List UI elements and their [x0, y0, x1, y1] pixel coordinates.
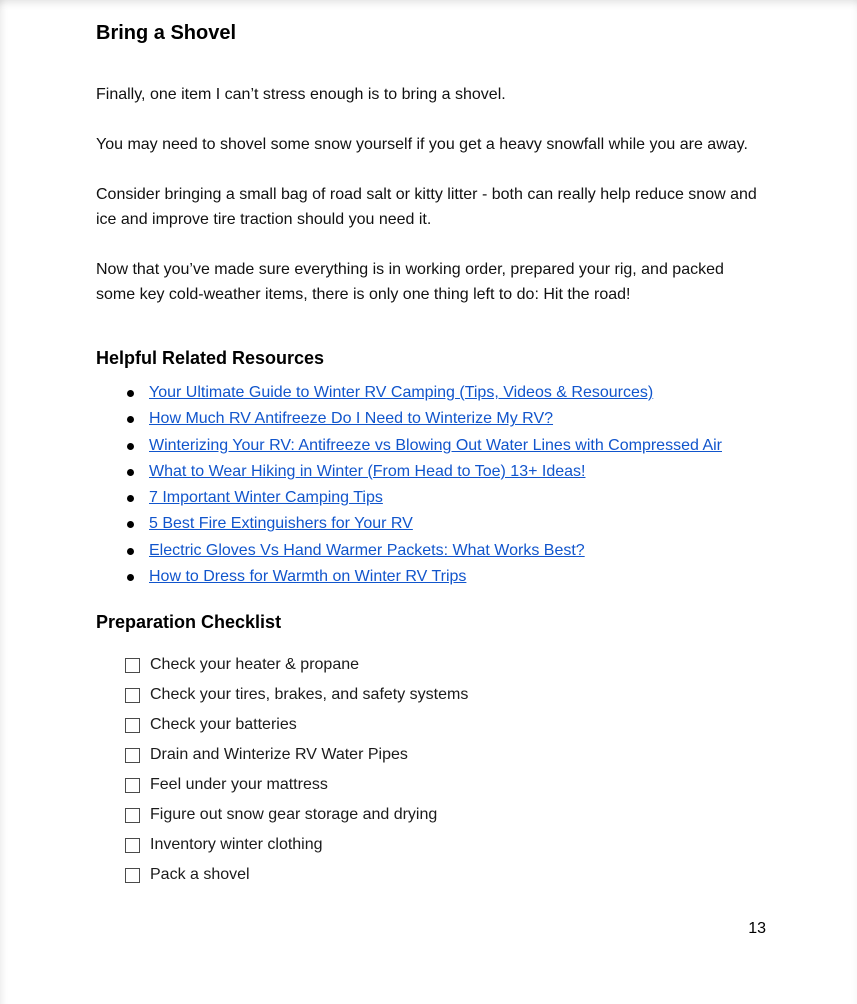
resource-link[interactable]: Winterizing Your RV: Antifreeze vs Blowing Out Water Lines with Compressed Air [149, 436, 722, 454]
checkbox-icon[interactable] [125, 748, 140, 763]
list-item [149, 511, 766, 537]
resources-link-list [96, 380, 766, 590]
checklist-item [125, 830, 766, 860]
checkbox-icon[interactable] [125, 778, 140, 793]
list-item [149, 433, 766, 459]
preparation-checklist [96, 650, 766, 890]
page-title: Bring a Shovel [96, 22, 237, 44]
checkbox-icon[interactable] [125, 658, 140, 673]
checkbox-icon[interactable] [125, 808, 140, 823]
resource-link[interactable]: 7 Important Winter Camping Tips [149, 489, 383, 507]
list-item [149, 564, 766, 590]
checklist-item-label: Figure out snow gear storage and drying [150, 806, 438, 824]
resource-link[interactable]: How Much RV Antifreeze Do I Need to Winterize My RV? [149, 410, 554, 428]
checklist-item-label: Feel under your mattress [150, 776, 328, 794]
checklist-item-label: Check your heater & propane [150, 656, 360, 674]
checklist-item [125, 860, 766, 890]
list-item [149, 459, 766, 485]
checklist-item-label: Pack a shovel [150, 866, 250, 884]
checklist-item [125, 650, 766, 680]
resources-heading: Helpful Related Resources [96, 348, 325, 368]
checklist-item [125, 680, 766, 710]
checklist-item-label: Drain and Winterize RV Water Pipes [150, 746, 408, 764]
list-item [149, 538, 766, 564]
page-number: 13 [748, 920, 766, 938]
paragraph: Now that you’ve made sure everything is in working order, prepared your rig, and packed some key cold-weather items, there is only one thing left to do: Hit the road! [96, 261, 724, 303]
checklist-item [125, 710, 766, 740]
paragraph: You may need to shovel some snow yourself if you get a heavy snowfall while you are away. [96, 136, 748, 153]
checklist-item-label: Check your tires, brakes, and safety systems [150, 686, 469, 704]
checkbox-icon[interactable] [125, 838, 140, 853]
resource-link[interactable]: How to Dress for Warmth on Winter RV Trips [149, 568, 467, 586]
checklist-item [125, 800, 766, 830]
list-item [149, 380, 766, 406]
checkbox-icon[interactable] [125, 868, 140, 883]
checkbox-icon[interactable] [125, 688, 140, 703]
checklist-item [125, 770, 766, 800]
resource-link[interactable]: What to Wear Hiking in Winter (From Head to Toe) 13+ Ideas! [149, 462, 586, 480]
resource-link[interactable]: Electric Gloves Vs Hand Warmer Packets: What Works Best? [149, 541, 585, 559]
checklist-item-label: Check your batteries [150, 716, 297, 734]
resource-link[interactable]: 5 Best Fire Extinguishers for Your RV [149, 515, 413, 533]
checklist-heading: Preparation Checklist [96, 612, 282, 633]
list-item [149, 406, 766, 432]
resource-link[interactable]: Your Ultimate Guide to Winter RV Camping (Tips, Videos & Resources) [149, 384, 654, 401]
list-item [149, 485, 766, 511]
checklist-item-label: Inventory winter clothing [150, 836, 323, 854]
checkbox-icon[interactable] [125, 718, 140, 733]
checklist-item [125, 740, 766, 770]
paragraph: Consider bringing a small bag of road salt or kitty litter - both can really help reduce snow and ice and improve tire traction should you need it. [96, 186, 757, 228]
paragraph: Finally, one item I can’t stress enough is to bring a shovel. [96, 86, 506, 103]
